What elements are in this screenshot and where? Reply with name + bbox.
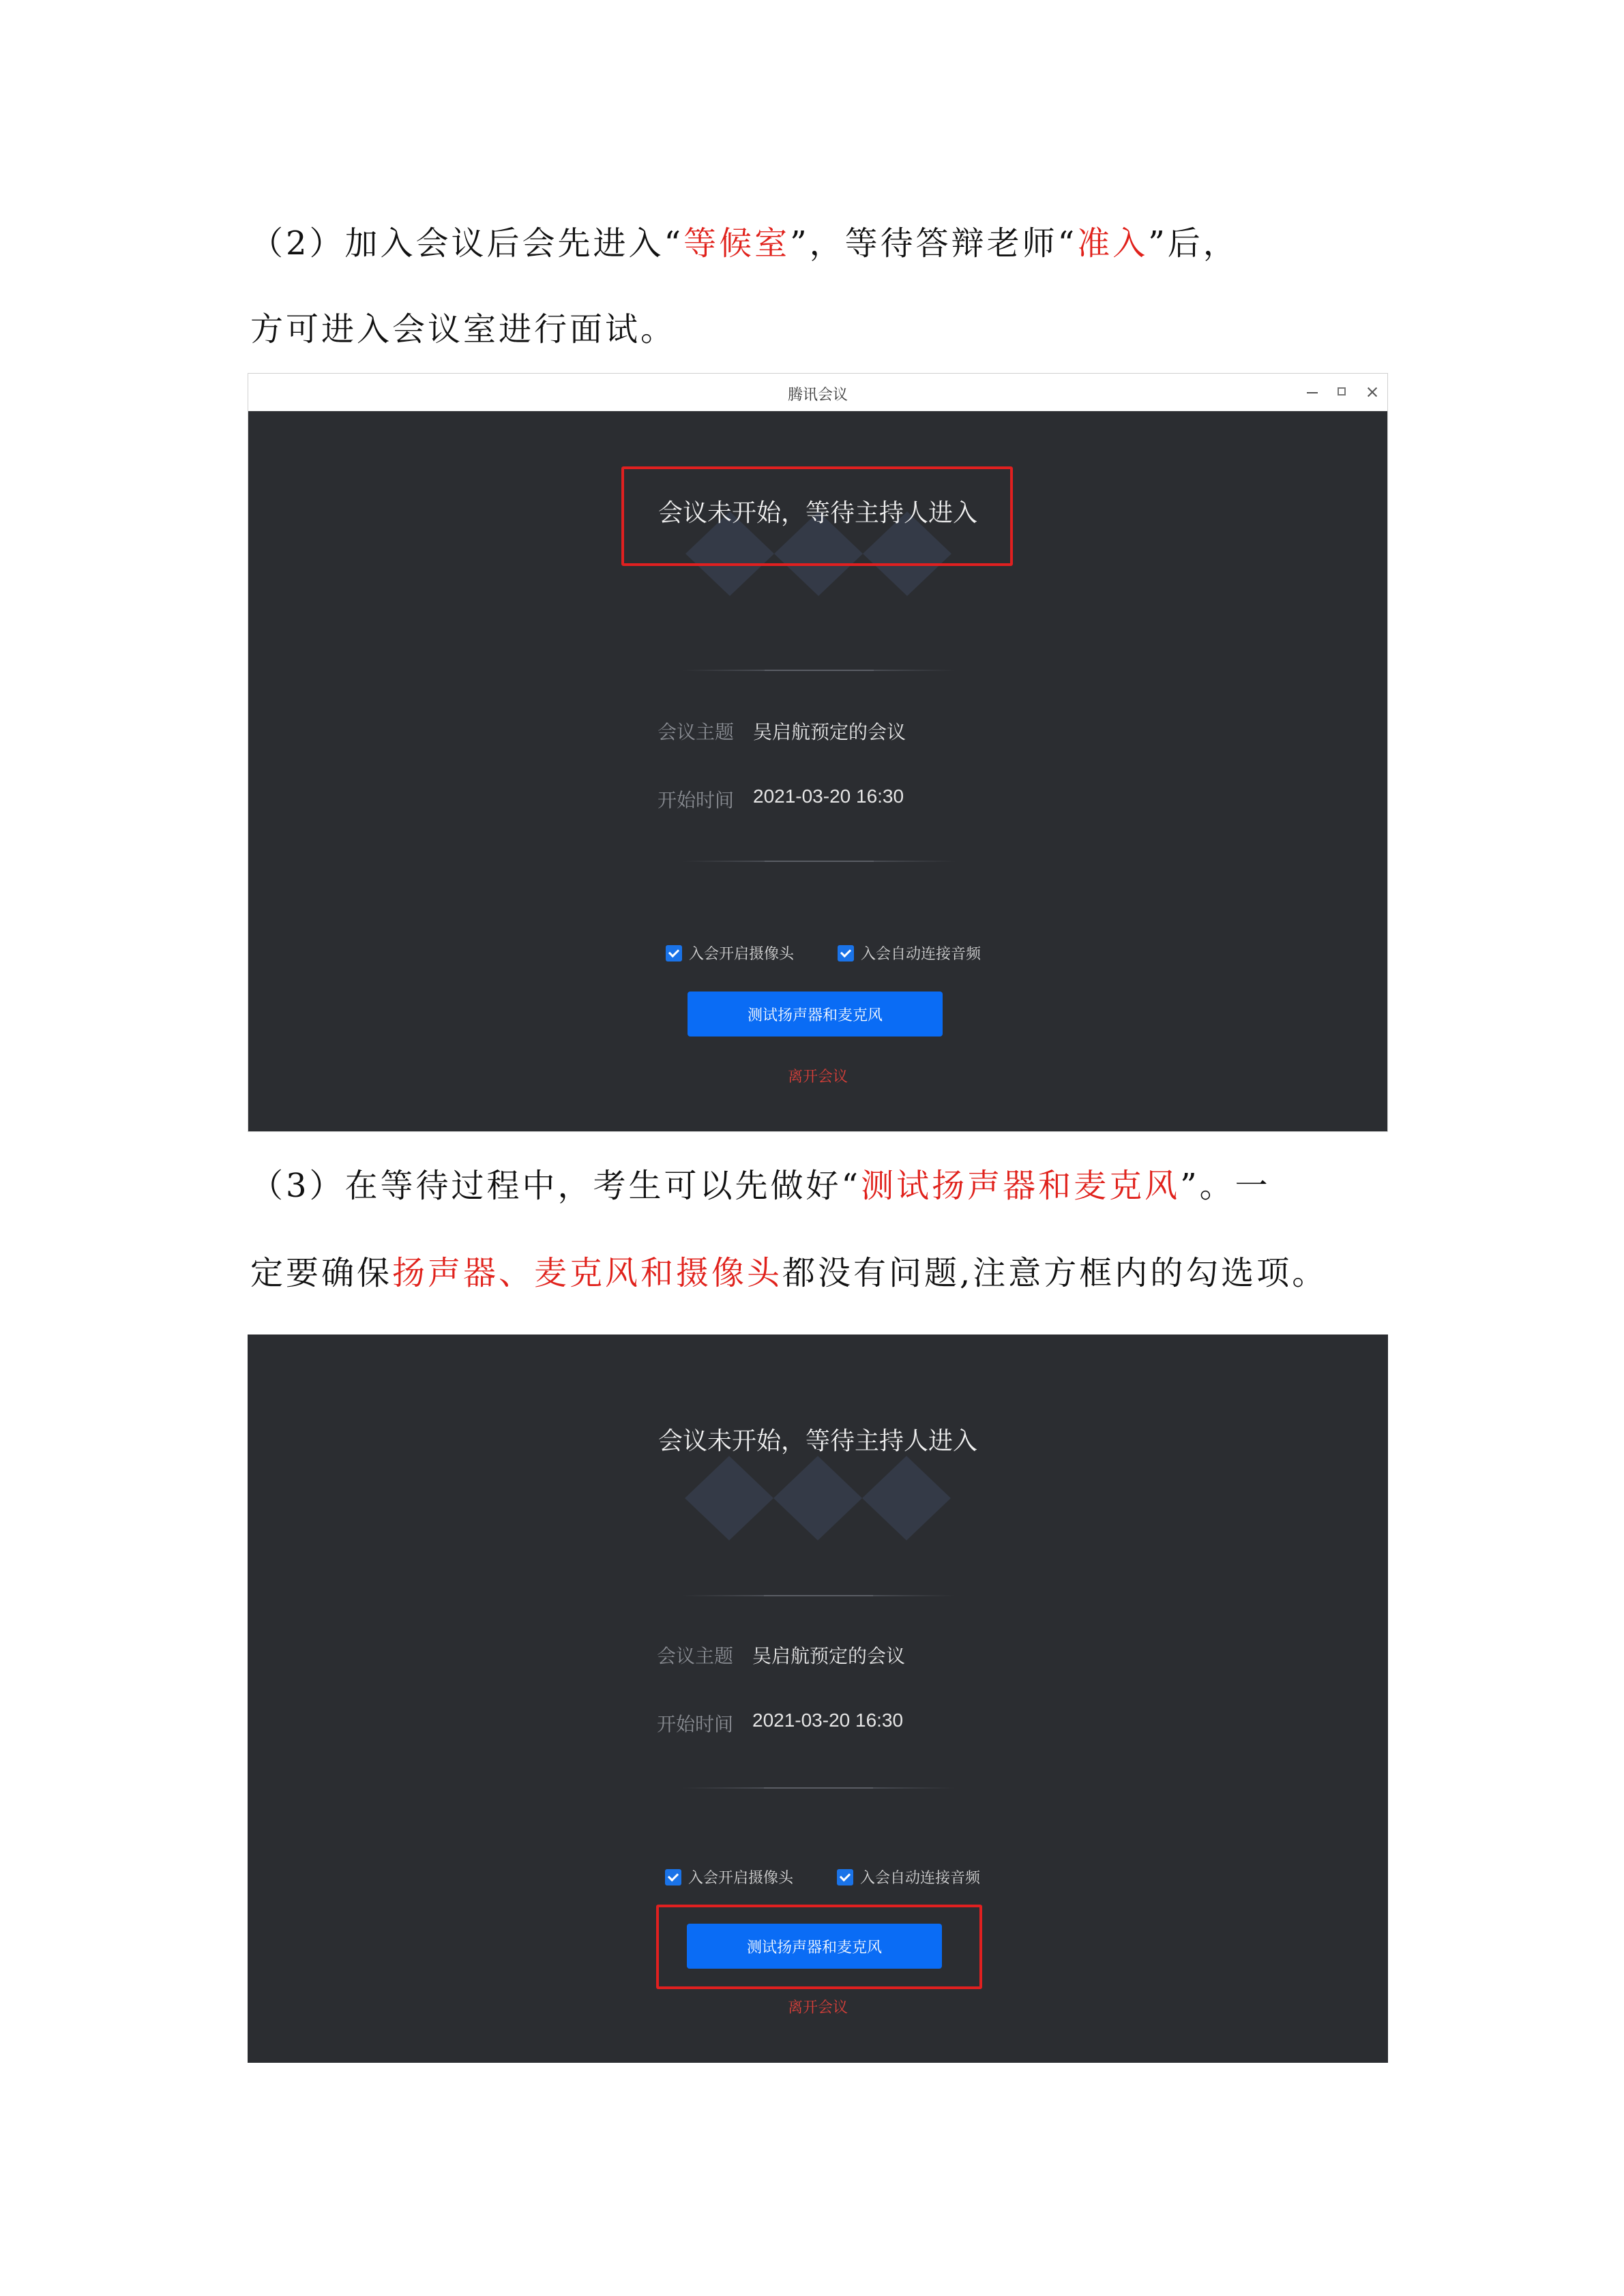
camera-checkbox-label: 入会开启摄像头 bbox=[689, 945, 795, 962]
camera-checkbox-label: 入会开启摄像头 bbox=[688, 1869, 794, 1886]
test-speaker-mic-button[interactable]: 测试扬声器和麦克风 bbox=[687, 1924, 942, 1969]
leave-meeting-link[interactable]: 离开会议 bbox=[787, 1068, 848, 1085]
paragraph-3-line-1 bbox=[250, 1159, 1389, 1206]
annotation-box-status bbox=[621, 466, 1013, 566]
highlight-waiting-room: 等候室 bbox=[683, 224, 791, 263]
checkbox-checked-icon[interactable] bbox=[666, 945, 682, 961]
divider-top bbox=[682, 1595, 955, 1596]
text: （3）在等待过程中，考生可以先做好“ bbox=[250, 1167, 861, 1205]
waiting-status-text: 会议未开始，等待主持人进入 bbox=[658, 1427, 977, 1455]
meeting-window-screenshot-2 bbox=[248, 1335, 1388, 2063]
audio-checkbox-label: 入会自动连接音频 bbox=[860, 1869, 981, 1886]
test-speaker-mic-button[interactable]: 测试扬声器和麦克风 bbox=[688, 992, 943, 1037]
highlight-admit: 准入 bbox=[1077, 224, 1149, 263]
checkbox-checked-icon[interactable] bbox=[665, 1869, 681, 1885]
text: ”。一 bbox=[1180, 1167, 1271, 1205]
highlight-devices: 扬声器、麦克风和摄像头 bbox=[392, 1254, 783, 1292]
divider-bottom bbox=[683, 861, 956, 862]
highlight-test-devices: 测试扬声器和麦克风 bbox=[861, 1167, 1181, 1205]
text: ”后， bbox=[1148, 224, 1239, 263]
start-time-label: 开始时间 bbox=[658, 790, 735, 811]
paragraph-2-line-1 bbox=[250, 217, 1389, 264]
maximize-icon[interactable] bbox=[1329, 379, 1356, 404]
window-title: 腾讯会议 bbox=[787, 386, 848, 403]
start-time-value: 2021-03-20 16:30 bbox=[752, 1710, 904, 1731]
divider-bottom bbox=[682, 1787, 955, 1789]
close-icon[interactable] bbox=[1359, 379, 1386, 404]
audio-checkbox-label: 入会自动连接音频 bbox=[861, 945, 981, 962]
text: 定要确保 bbox=[250, 1254, 393, 1292]
paragraph-3-line-2 bbox=[250, 1247, 1389, 1294]
audio-checkbox[interactable] bbox=[838, 942, 981, 964]
text: 都没有问题,注意方框内的勾选项。 bbox=[782, 1254, 1328, 1292]
topic-label: 会议主题 bbox=[658, 721, 735, 743]
topic-label: 会议主题 bbox=[657, 1645, 734, 1667]
window-titlebar bbox=[248, 374, 1387, 411]
text: ”，等待答辩老师“ bbox=[790, 224, 1078, 263]
start-time-label: 开始时间 bbox=[657, 1714, 734, 1735]
waiting-room-panel bbox=[248, 1335, 1388, 2063]
camera-checkbox[interactable] bbox=[666, 942, 794, 964]
checkbox-checked-icon[interactable] bbox=[838, 945, 854, 961]
divider-top bbox=[683, 670, 956, 671]
text: （2）加入会议后会先进入“ bbox=[250, 224, 684, 263]
waiting-room-panel bbox=[248, 411, 1387, 1131]
waiting-status-text: 会议未开始，等待主持人进入 bbox=[658, 498, 977, 526]
minimize-icon[interactable] bbox=[1299, 379, 1326, 404]
start-time-value: 2021-03-20 16:30 bbox=[753, 786, 904, 807]
audio-checkbox[interactable] bbox=[837, 1866, 980, 1888]
annotation-box-test-button bbox=[656, 1905, 982, 1989]
camera-checkbox[interactable] bbox=[665, 1866, 793, 1888]
leave-meeting-link[interactable]: 离开会议 bbox=[787, 1999, 848, 2016]
paragraph-2-line-2: 方可进入会议室进行面试。 bbox=[250, 310, 677, 348]
topic-value: 吴启航预定的会议 bbox=[752, 1645, 906, 1667]
topic-value: 吴启航预定的会议 bbox=[753, 721, 906, 743]
checkbox-checked-icon[interactable] bbox=[837, 1869, 853, 1885]
meeting-window-screenshot-1 bbox=[248, 373, 1388, 1132]
